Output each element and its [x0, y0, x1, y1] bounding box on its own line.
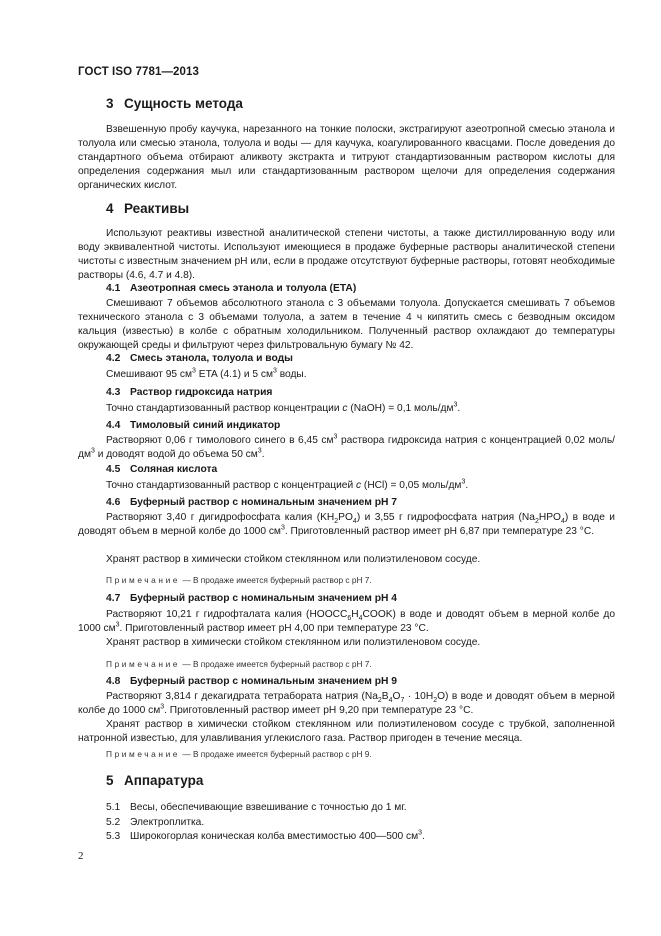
text-run: Растворяют 3,40 г дигидрофосфата калия (KH — [106, 512, 335, 523]
section-3-text: Взвешенную пробу каучука, нарезанного на тонкие полоски, экстрагируют азеотропной смесью этанола и толуола или смесью этанола, толуола и воды — для каучука, коагулированного квасцами. После доведения до стандартного объема отбирают аликвоту экстракта и титруют стандартизованным раствором кислоты для определения содержания мыл или стандартизованным раствором щелочи для определения содержания органических кислот. — [78, 124, 615, 192]
subsection-title: Раствор гидроксида натрия — [130, 387, 273, 398]
section-3-heading — [106, 96, 243, 111]
section-4-intro: Используют реактивы известной аналитической степени чистоты, а также дистиллированную воду или воду эквивалентной чистоты. Используют имеющиеся в продаже буферные растворы аналитической степени чистоты с известным значением pH или, если в продаже отсутствуют буферные растворы, готовят необходимые растворы (4.6, 4.7 и 4.8). — [78, 228, 615, 282]
text-run: Растворяют 0,06 г тимолового синего в 6,45 см — [106, 435, 334, 446]
subsection-4-8-storage: Хранят раствор в химически стойком стеклянном или полиэтиленовом сосуде с трубкой, заполненной натронной известью, для улавливания углекислого газа. Раствор пригоден в течение месяца. — [78, 719, 615, 745]
text-run: Растворяют 3,814 г декагидрата тетрабората натрия (Na — [106, 691, 378, 702]
section-number: 5 — [106, 773, 114, 788]
note-label: Примечание — [106, 749, 181, 759]
subsection-title: Буферный раствор с номинальным значением pH 4 — [130, 593, 398, 604]
subscript: 2 — [433, 697, 438, 705]
superscript: 3 — [257, 447, 262, 455]
text-run: ) в воде и доводят объем в мерной колбе до 1000 см — [78, 512, 615, 538]
superscript: 3 — [333, 433, 338, 441]
subscript: 4 — [560, 518, 565, 526]
superscript: 3 — [418, 829, 423, 837]
note-4-8 — [106, 749, 372, 759]
superscript: 3 — [160, 703, 165, 711]
list-item — [106, 831, 425, 842]
list-item — [106, 817, 204, 828]
superscript: 3 — [461, 478, 466, 486]
text-run: . Приготовленный раствор имеет pH 6,87 при температуре 23 °C. — [284, 526, 595, 538]
list-item — [106, 802, 407, 813]
subsection-number: 4.2 — [106, 353, 121, 364]
text-run: . Приготовленный раствор имеет pH 9,20 при температуре 23 °C. — [164, 705, 474, 717]
text-run: и доводят водой до объема 50 см — [94, 449, 258, 461]
subsection-title: Смесь этанола, толуола и воды — [130, 353, 293, 364]
superscript: 3 — [280, 524, 285, 532]
subsection-title: Тимоловый синий индикатор — [130, 420, 281, 431]
note-label: Примечание — [106, 575, 181, 585]
subsection-title: Азеотропная смесь этанола и толуола (ETA) — [130, 283, 357, 294]
superscript: 3 — [115, 621, 120, 629]
subsection-4-5-heading — [106, 464, 217, 475]
text-run: O — [392, 691, 401, 702]
subsection-4-2-text — [106, 368, 307, 382]
italic-symbol: c — [356, 480, 362, 491]
section-number: 3 — [106, 96, 114, 111]
note-4-6 — [106, 575, 372, 585]
subsection-title: Соляная кислота — [130, 464, 218, 475]
subsection-number: 4.8 — [106, 676, 121, 687]
text-run: H — [351, 609, 359, 620]
subscript: 6 — [347, 615, 352, 623]
subsection-title: Буферный раствор с номинальным значением pH 9 — [130, 676, 398, 687]
superscript: 3 — [272, 367, 277, 375]
list-item-text: Весы, обеспечивающие взвешивание с точностью до 1 мг. — [130, 802, 407, 813]
text-run: Точно стандартизованный раствор с концентрацией — [106, 480, 356, 491]
subsection-4-8-text — [78, 690, 615, 718]
document-header: ГОСТ ISO 7781—2013 — [78, 66, 200, 78]
text-run: . Приготовленный раствор имеет pH 4,00 при температуре 23 °C. — [119, 623, 429, 635]
text-run: Смешивают 95 см — [106, 369, 193, 380]
subsection-4-4-text — [78, 434, 615, 462]
text-run: B — [381, 691, 389, 702]
subscript: 2 — [534, 518, 539, 526]
text-run: · 10H — [404, 691, 434, 702]
text-run: (HCl) = 0,05 моль/дм — [361, 480, 462, 491]
text-run: ETA (4.1) и 5 см — [195, 369, 273, 380]
superscript: 3 — [453, 401, 458, 409]
text-run: COOK) в воде и доводят объем в мерной колбе до 1000 см — [78, 609, 615, 635]
text-run: . — [457, 403, 461, 414]
section-5-heading — [106, 773, 203, 788]
section-title: Сущность метода — [124, 96, 243, 111]
subsection-4-7-text — [78, 608, 615, 636]
subsection-4-3-text — [106, 402, 460, 416]
text-run: HPO — [538, 512, 561, 523]
text-run: Растворяют 10,21 г гидрофталата калия (HOOCC — [106, 609, 348, 620]
subscript: 2 — [377, 697, 382, 705]
text-run: воды. — [276, 369, 307, 380]
superscript: 3 — [192, 367, 196, 375]
subsection-number: 4.7 — [106, 593, 121, 604]
list-item-text: Широкогорлая коническая колба вместимостью 400—500 см — [130, 831, 419, 842]
subsection-number: 4.1 — [106, 283, 121, 294]
text-run: . — [261, 449, 265, 461]
text-run: (NaOH) = 0,1 моль/дм — [347, 403, 454, 414]
subsection-4-7-storage: Хранят раствор в химически стойком стеклянном или полиэтиленовом сосуде. — [106, 637, 481, 648]
note-4-7 — [106, 659, 372, 669]
subsection-4-1-text: Смешивают 7 объемов абсолютного этанола с 3 объемами толуола. Допускается смешивать 7 объемов технического этанола с 3 объемами толуола, а затем в течение 4 ч кипятить смесь с безводным оксидом кальция (известью) в колбе с обратным холодильником. Полученный раствор охлаждают до температуры окружающей среды и фильтруют через фильтровальную бумагу № 42. — [78, 298, 615, 352]
subscript: 4 — [388, 697, 393, 705]
list-item-number: 5.3 — [106, 831, 121, 842]
subsection-4-8-heading — [106, 676, 397, 687]
text-run: O) в воде и доводят объем в мерной колбе до 1000 см — [78, 691, 615, 717]
subsection-4-6-heading — [106, 497, 397, 508]
subsection-number: 4.6 — [106, 497, 121, 508]
text-run: Точно стандартизованный раствор концентрации — [106, 403, 343, 414]
list-item-number: 5.1 — [106, 802, 121, 813]
note-label: Примечание — [106, 659, 181, 669]
note-text: — В продаже имеется буферный раствор с pH 7. — [182, 659, 372, 669]
subscript: 4 — [352, 518, 357, 526]
subsection-4-1-heading — [106, 283, 356, 294]
text-run: раствора гидроксида натрия с концентрацией 0,02 моль/дм — [78, 435, 615, 461]
page-number: 2 — [78, 850, 84, 862]
subsection-4-3-heading — [106, 387, 272, 398]
note-text: — В продаже имеется буферный раствор с pH 7. — [182, 575, 372, 585]
subsection-4-2-heading — [106, 353, 293, 364]
section-number: 4 — [106, 201, 114, 216]
subsection-4-6-storage: Хранят раствор в химически стойком стеклянном или полиэтиленовом сосуде. — [106, 554, 481, 565]
list-item-text: Электроплитка. — [130, 817, 205, 828]
subscript: 2 — [334, 518, 339, 526]
subsection-4-4-heading — [106, 420, 280, 431]
subsection-4-5-text — [106, 479, 468, 493]
subsection-number: 4.4 — [106, 420, 121, 431]
text-run: ) и 3,55 г гидрофосфата натрия (Na — [356, 512, 535, 523]
section-4-heading — [106, 201, 189, 216]
subsection-4-7-heading — [106, 593, 397, 604]
subscript: 7 — [400, 697, 405, 705]
text-run: . — [465, 480, 469, 491]
section-title: Реактивы — [124, 201, 190, 216]
subscript: 4 — [358, 615, 363, 623]
note-text: — В продаже имеется буферный раствор с pH 9. — [182, 749, 372, 759]
text-run: . — [422, 831, 425, 842]
subsection-4-6-text — [78, 511, 615, 539]
section-title: Аппаратура — [124, 773, 204, 788]
subsection-number: 4.5 — [106, 464, 121, 475]
subsection-number: 4.3 — [106, 387, 121, 398]
subsection-title: Буферный раствор с номинальным значением pH 7 — [130, 497, 398, 508]
italic-symbol: c — [342, 403, 348, 414]
superscript: 3 — [90, 447, 95, 455]
list-item-number: 5.2 — [106, 817, 121, 828]
text-run: PO — [338, 512, 353, 523]
